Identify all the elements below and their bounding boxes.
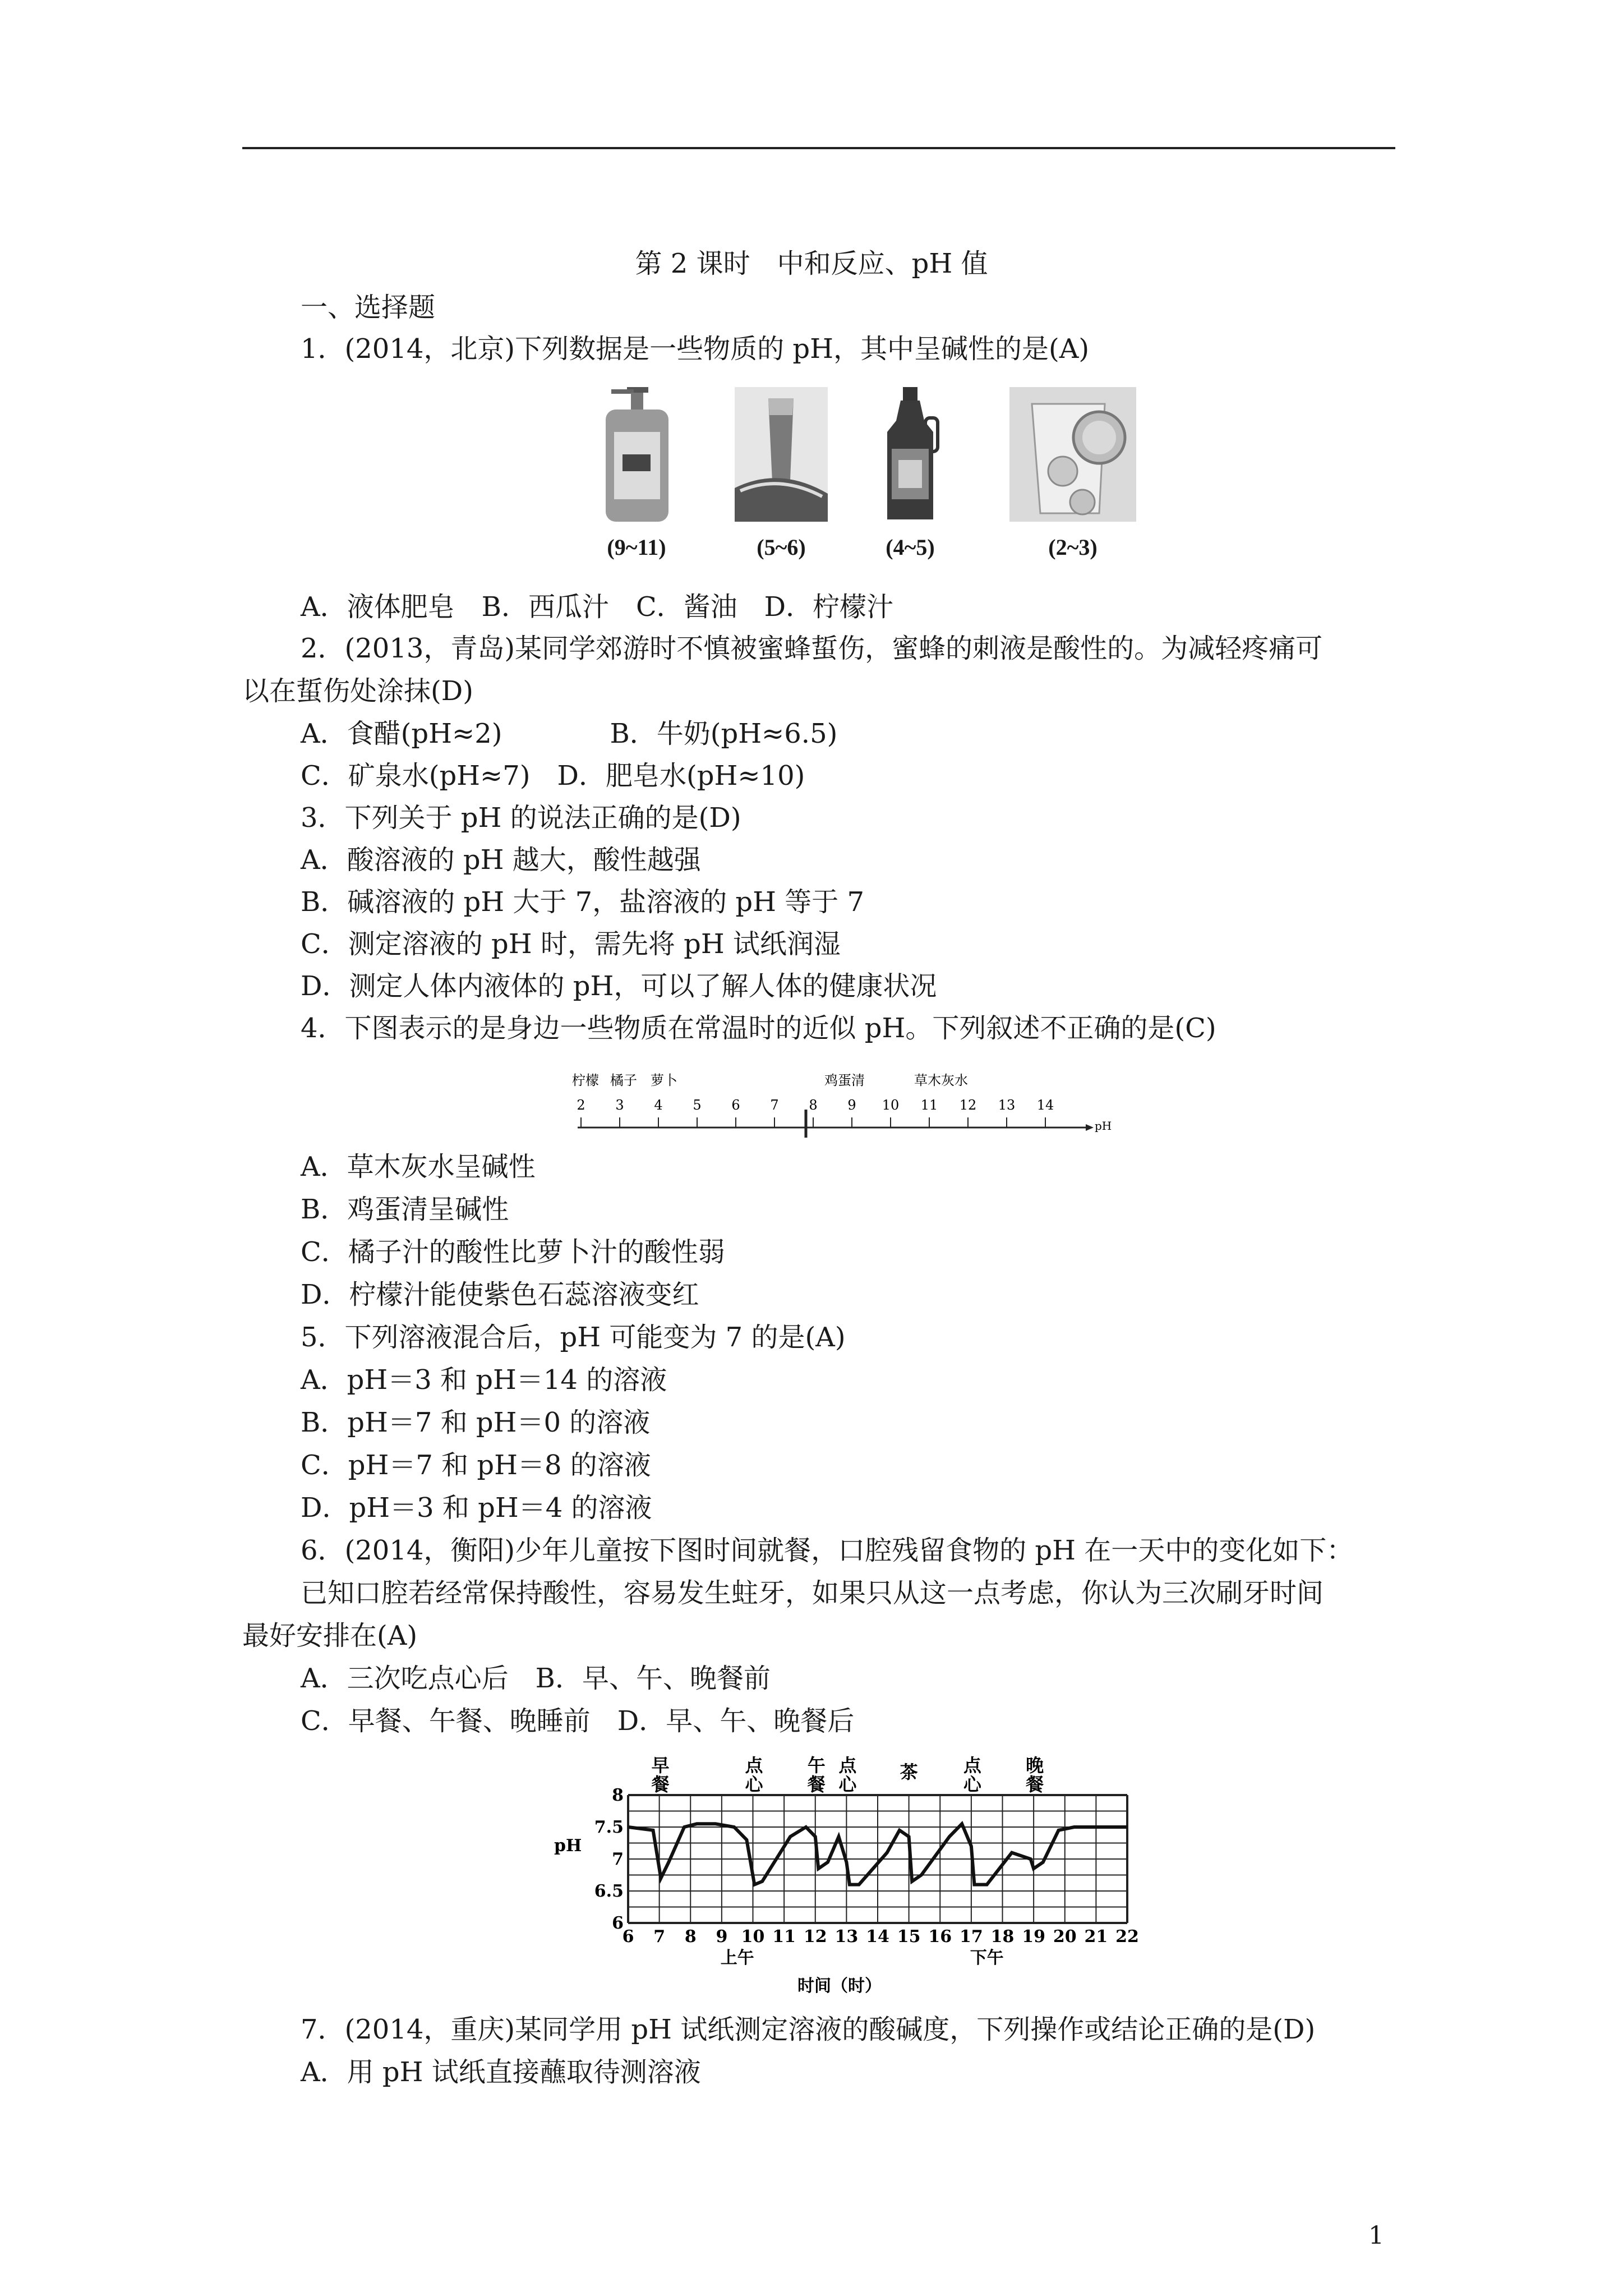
q5-option-a: A．pH＝3 和 pH＝14 的溶液 [301,1364,667,1396]
chart-event-label: 茶 [900,1761,918,1783]
ph-scale-diagram [572,1066,1122,1139]
scale-tick-label: 2 [577,1097,585,1113]
q4-option-d: D．柠檬汁能使紫色石蕊溶液变红 [301,1279,699,1310]
scale-label-ash-water: 草木灰水 [914,1073,968,1088]
q7-stem: 7．(2014，重庆)某同学用 pH 试纸测定溶液的酸碱度，下列操作或结论正确的是(D) [301,2014,1316,2045]
chart-ytick-label: 6 [612,1913,624,1933]
chart-xtick-label: 11 [772,1927,796,1947]
q2-stem-line1: 2．(2013，青岛)某同学郊游时不慎被蜜蜂蜇伤，蜜蜂的刺液是酸性的。为减轻疼痛可 [301,633,1323,664]
chart-xtick-label: 18 [990,1927,1015,1947]
scale-tick-label: 10 [882,1097,900,1113]
q1-caption-lemon: (2~3) [1048,535,1098,560]
chart-xtick-label: 13 [834,1927,859,1947]
q1-stem: 1．(2014，北京)下列数据是一些物质的 pH，其中呈碱性的是(A) [301,333,1090,365]
lemon-juice-image [1009,387,1136,522]
scale-tick-label: 12 [959,1097,977,1113]
watermelon-juice-image [735,387,828,522]
scale-label-orange: 橘子 [610,1073,637,1088]
q1-caption-soy: (4~5) [886,535,935,560]
q5-option-d: D．pH＝3 和 pH＝4 的溶液 [301,1492,652,1524]
section-heading: 一、选择题 [301,292,436,323]
q5-stem: 5．下列溶液混合后，pH 可能变为 7 的是(A) [301,1322,846,1353]
q3-option-c: C．测定溶液的 pH 时，需先将 pH 试纸润湿 [301,928,841,960]
page-number: 1 [1368,2221,1384,2250]
scale-unit: pH [1095,1119,1112,1133]
q4-option-c: C．橘子汁的酸性比萝卜汁的酸性弱 [301,1236,725,1268]
scale-label-egg-white: 鸡蛋清 [824,1073,865,1088]
chart-xtick-label: 15 [897,1927,921,1947]
q2-options-ab: A．食醋(pH≈2) B．牛奶(pH≈6.5) [301,718,838,749]
q3-option-a: A．酸溶液的 pH 越大，酸性越强 [301,844,701,876]
q1-caption-watermelon: (5~6) [757,535,806,560]
q3-option-b: B．碱溶液的 pH 大于 7，盐溶液的 pH 等于 7 [301,886,865,918]
chart-period-label: 下午 [970,1948,1004,1968]
scale-tick-label: 7 [770,1097,779,1113]
page-title: 第 2 课时 中和反应、pH 值 [635,248,988,279]
q1-caption-soap: (9~11) [607,535,666,560]
chart-xtick-label: 20 [1053,1927,1077,1947]
scale-label-radish: 萝卜 [651,1073,677,1088]
mouth-ph-chart [538,1745,1144,2003]
q6-stem-line2: 已知口腔若经常保持酸性，容易发生蛀牙，如果只从这一点考虑，你认为三次刷牙时间 [301,1577,1324,1609]
chart-event-label: 点心 [742,1756,764,1794]
chart-event-label: 点心 [836,1756,857,1794]
scale-tick-label: 6 [731,1097,740,1113]
chart-xtick-label: 17 [960,1927,983,1947]
chart-xtick-label: 10 [741,1927,765,1947]
liquid-soap-bottle-image [600,387,673,522]
chart-ytick-label: 8 [612,1786,624,1805]
scale-tick-label: 3 [615,1097,624,1113]
q6-stem-line3: 最好安排在(A) [242,1620,418,1651]
scale-tick-label: 9 [847,1097,856,1113]
q4-option-b: B．鸡蛋清呈碱性 [301,1194,509,1225]
header-rule [242,147,1395,149]
q5-option-b: B．pH＝7 和 pH＝0 的溶液 [301,1407,651,1438]
chart-event-label: 早餐 [648,1756,670,1794]
chart-xtick-label: 8 [684,1927,697,1947]
chart-xtick-label: 21 [1084,1927,1108,1947]
chart-xtick-label: 19 [1022,1927,1045,1947]
chart-ytick-label: 7.5 [594,1818,624,1837]
chart-event-label: 晚餐 [1023,1756,1045,1794]
chart-xtick-label: 12 [803,1927,827,1947]
chart-xtick-label: 9 [716,1927,728,1947]
q5-option-c: C．pH＝7 和 pH＝8 的溶液 [301,1450,651,1481]
chart-ylabel: pH [554,1836,582,1856]
scale-tick-label: 5 [693,1097,702,1113]
chart-xlabel: 时间（时） [797,1976,882,1996]
chart-xtick-label: 6 [622,1927,634,1947]
q6-stem-line1: 6．(2014，衡阳)少年儿童按下图时间就餐，口腔残留食物的 pH 在一天中的变化如下： [301,1535,1354,1566]
q3-option-d: D．测定人体内液体的 pH，可以了解人体的健康状况 [301,970,937,1002]
scale-tick-label: 8 [809,1097,818,1113]
q3-stem: 3．下列关于 pH 的说法正确的是(D) [301,802,741,834]
chart-xtick-label: 7 [653,1927,666,1947]
chart-event-label: 点心 [960,1756,982,1794]
q2-options-cd: C．矿泉水(pH≈7) D．肥皂水(pH≈10) [301,760,805,792]
q1-options: A．液体肥皂 B．西瓜汁 C．酱油 D．柠檬汁 [301,591,894,623]
chart-ytick-label: 7 [612,1849,624,1869]
q4-option-a: A．草木灰水呈碱性 [301,1151,536,1182]
scale-tick-label: 4 [654,1097,663,1113]
q4-stem: 4．下图表示的是身边一些物质在常温时的近似 pH。下列叙述不正确的是(C) [301,1013,1216,1044]
chart-xtick-label: 14 [866,1927,889,1947]
chart-period-label: 上午 [720,1948,754,1968]
q6-options-ab: A．三次吃点心后 B．早、午、晚餐前 [301,1663,771,1694]
chart-xtick-label: 22 [1115,1927,1139,1947]
soy-sauce-bottle-image [879,387,941,522]
scale-label-lemon: 柠檬 [572,1073,599,1088]
scale-tick-label: 13 [998,1097,1016,1113]
scale-tick-label: 14 [1036,1097,1054,1113]
chart-event-label: 午餐 [804,1756,826,1794]
q6-options-cd: C．早餐、午餐、晚睡前 D．早、午、晚餐后 [301,1705,855,1737]
scale-tick-label: 11 [920,1097,938,1113]
q2-stem-line2: 以在蜇伤处涂抹(D) [242,675,473,707]
q7-option-a: A．用 pH 试纸直接蘸取待测溶液 [301,2056,701,2088]
chart-ytick-label: 6.5 [594,1881,624,1901]
chart-xtick-label: 16 [928,1927,952,1947]
